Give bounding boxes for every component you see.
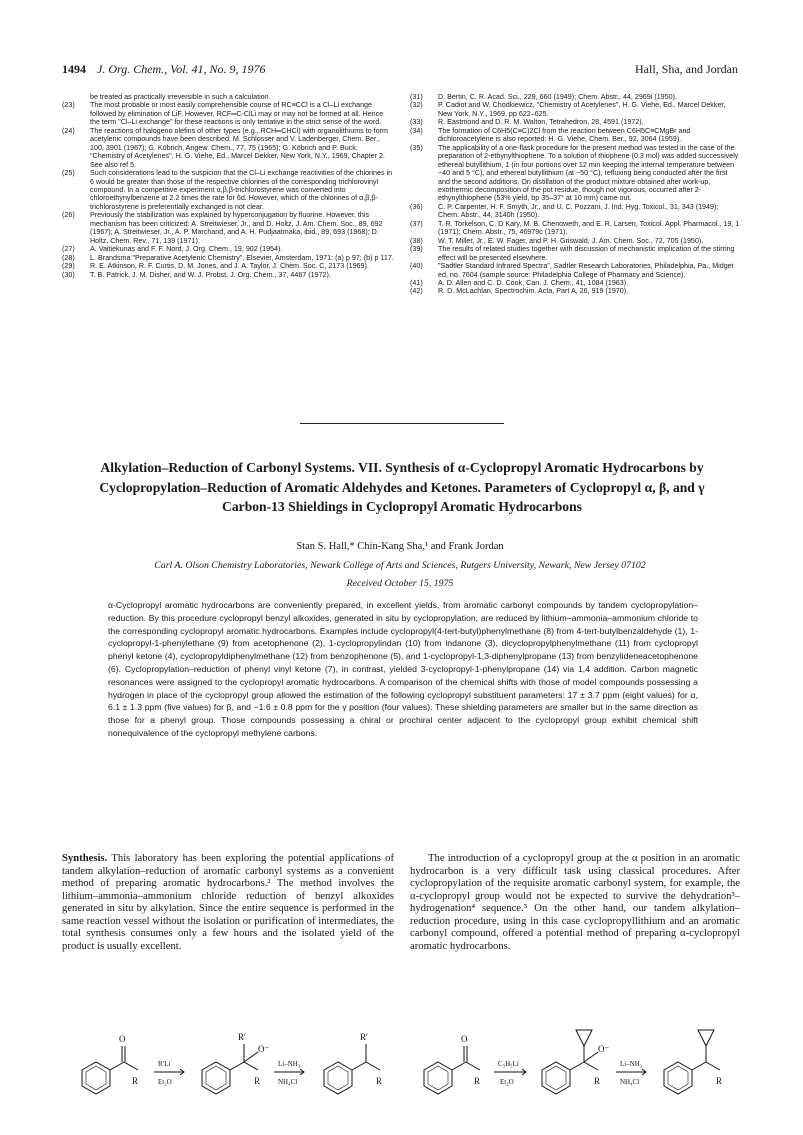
reference-text: R. E. Atkinson, R. F. Curtis, D. M. Jones, and J. A. Taylor, J. Chem. Soc. C, 2173 (1969). — [90, 262, 369, 271]
reference-entry — [410, 144, 740, 203]
body-paragraph: This laboratory has been exploring the potential applications of tandem alkylation–reduction of aromatic carbonyl systems as a convenient method of preparing aromatic hydrocarbons.² The method involves the lithium–ammonia–ammonium chloride reduction of benzyl alkoxides generated in situ by alkylation. Since the entire sequence is performed in the same reaction vessel without the isolation or purification of intermediates, the total synthesis consumes only a few hours and the isolated yield of the product is usually excellent. — [62, 853, 395, 952]
reference-entry — [62, 245, 394, 253]
reference-number: (31) — [410, 93, 423, 101]
section-divider — [300, 423, 504, 424]
reference-entry — [62, 211, 394, 245]
reference-number: (28) — [62, 253, 75, 262]
reaction-scheme-cyclopropyl — [410, 1022, 750, 1112]
reference-text: R. D. McLachlan, Spectrochim. Acta, Part A, 26, 919 (1970). — [438, 287, 629, 296]
reference-number: (26) — [62, 211, 75, 220]
reference-text: T. B. Patrick, J. M. Disher, and W. J. Probst, J. Org. Chem., 37, 4467 (1972). — [90, 270, 331, 279]
svg-text:R′Li: R′Li — [158, 1060, 171, 1068]
reference-number: (39) — [410, 245, 423, 254]
reference-entry — [62, 271, 394, 279]
reference-text: Such considerations lead to the suspicion that the Cl–Li exchange reactivities of the chlorines in 6 would be greater than those of the respective chlorines of the corresponding trichlorovinyl compound. In a competitive experiment α,β,β-trichlorostyrene was converted into chloroethynylbenzene at 2.2 times the rate for 6d. However, which of the chlorines of α,β,β-trichlorostyrene is preferentially exchanged is not clear. — [90, 169, 393, 211]
svg-text:Et₂O: Et₂O — [158, 1078, 172, 1086]
reference-entry — [62, 93, 394, 101]
reference-text: The reactions of halogeno olefins of other types (e.g., RCH═CHCl) with organolithiums to form acetylenic compounds have been described: M. Schlosser and V. Ladenberger, Chem. Ber., 100, 3901 (1967); G. Köbrich, Angew. Chem., 77, 75 (1965); G. Köbrich and P. Buck, "Chemistry of Acetylenes", H. G. Viehe, Ed., Marcel Dekker, New York, N.Y., 1969, Chapter 2. See also ref 5. — [90, 126, 388, 169]
reference-entry — [62, 262, 394, 270]
reference-entry — [410, 101, 740, 118]
svg-text:O: O — [461, 1034, 468, 1044]
reference-text: The most probable or most easily comprehensible course of RC≡CCl is a Cl–Li exchange followed by elimination of LiF. However, RCF═C-ClLi may or may not be formed at all. Hence the term "Cl–Li exchange" for these reactions is only tentative in the strict sense of the word. — [90, 101, 384, 127]
reference-number: (40) — [410, 262, 423, 271]
journal-citation: J. Org. Chem., Vol. 41, No. 9, 1976 — [97, 62, 266, 76]
body-left-column — [62, 853, 394, 953]
body-right-column — [410, 853, 740, 953]
reference-number: (32) — [410, 101, 423, 110]
svg-text:R: R — [376, 1076, 383, 1086]
reference-number: (29) — [62, 262, 75, 271]
reference-entry — [62, 127, 394, 169]
reference-number: (42) — [410, 287, 423, 296]
running-authors: Hall, Sha, and Jordan — [635, 62, 738, 76]
svg-text:R′: R′ — [360, 1032, 368, 1042]
svg-text:C₃H₅Li: C₃H₅Li — [498, 1060, 519, 1068]
svg-text:R: R — [594, 1076, 601, 1086]
reference-number: (38) — [410, 236, 423, 245]
reference-number: (30) — [62, 270, 75, 279]
reference-text: P. Cadiot and W. Chodkiewicz, "Chemistry of Acetylenes", H. G. Viehe, Ed., Marcel Dekker, New York, N.Y., 1969, pp 622–625. — [438, 101, 726, 118]
reference-text: The results of related studies together with discussion of mechanistic implication of the stirring effect will be presented elsewhere. — [438, 245, 735, 262]
reference-text: Previously the stabilization was explained by hyperconjugation by fluorine. However, this mechanism has been criticized: A. Streitwieser, Jr., and D. Holtz, J. Am. Chem. Soc., 89, 692 (1967); A. Streitwieser, Jr., A. P. Marchand, and A. H. Pudjaatmaka, ibid., 89, 693 (1968); D. Holtz, Chem. Rev., 71, 139 (1971). — [90, 211, 383, 245]
carbonyl-oxygen: O — [119, 1034, 126, 1044]
reference-text: W. T. Miller, Jr., E. W. Fager, and P. H. Griswald, J. Am. Chem. Soc., 72, 705 (1950). — [438, 236, 704, 245]
abstract: α-Cyclopropyl aromatic hydrocarbons are conveniently prepared, in excellent yields, from aromatic carbonyl compounds by tandem cyclopropylation–reduction. By this procedure cyclopropyl benzyl alkoxides, generated in situ by cyclopropylation, are reduced by lithium–ammonia–ammonium chloride to the corresponding cyclopropyl aromatic hydrocarbons. Examples include cyclopropyl(4-tert-butyl)phenylmethane (8) from 4-tert-butylbenzaldehyde (1), 1-cyclopropyl-1-phenylethane (9) from acetophenone (2), 1-cyclopropylindan (10) from indanone (3), dicyclopropylphenylmethane (11) from cyclopropyl phenyl ketone (4), cyclopropyldiphenylmethane (12) from benzophenone (5), and 1-cyclopropyl-1,3-diphenylpropane (13) from benzylideneacetophenone (6). Cyclopropylation–reduction of phenyl vinyl ketone (7), in contrast, yielded 3-cyclopropyl-1-phenylpropane (14) via 1,4 addition. Carbon magnetic resonances were assigned to the cyclopropyl aromatic hydrocarbons. A comparison of the chemical shifts with those of model compounds possessing a hydrogen in place of the cyclopropyl group allowed the estimation of the following cyclopropyl substituent parameters: 17 ± 3.7 ppm (eight values) for α, 6.1 ± 1.3 ppm (five values) for β, and −1.6 ± 0.8 ppm for the γ position (four values). These shielding parameters are smaller but in the same direction as those for a phenyl group. Those compounds possessing a chiral or prochiral center adjacent to the cyclopropyl group exhibit chemical shift nonequivalence of the cyclopropyl methylene carbons. — [108, 600, 698, 738]
reference-text: L. Brandsma "Preparative Acetylenic Chemistry", Elsevier, Amsterdam, 1971: (a) p 97; (b) p 117. — [90, 253, 394, 262]
substituent-r: R — [132, 1076, 139, 1086]
references-right-column — [410, 93, 740, 296]
reference-entry — [410, 220, 740, 237]
reference-text: A. D. Allen and C. D. Cook, Can. J. Chem., 41, 1084 (1963). — [438, 278, 629, 287]
reference-text: R. Eastmond and D. R. M. Walton, Tetrahedron, 28, 4591 (1972). — [438, 118, 644, 127]
svg-text:NH₄Cl: NH₄Cl — [278, 1078, 298, 1086]
reference-entry — [410, 127, 740, 144]
svg-text:Et₂O: Et₂O — [500, 1078, 514, 1086]
author-affiliation: Carl A. Olson Chemistry Laboratories, Newark College of Arts and Sciences, Rutgers University, Newark, New Jersey 07102 — [154, 560, 646, 571]
svg-text:R: R — [254, 1076, 261, 1086]
body-paragraph: The introduction of a cyclopropyl group at the α position in an aromatic hydrocarbon is a very difficult task using classical procedures. After cyclopropylation of the requisite aromatic carbonyl system, for example, the α-cyclopropyl group would not be expected to survive the dehydration³–hydrogenation⁴ sequence.⁵ On the other hand, our tandem alkylation–reduction procedure, using in this case cyclopropyllithium and an aromatic carbonyl compound, offered a potential method of preparing α-cyclopropyl aromatic hydrocarbons. — [410, 853, 740, 952]
reference-entry — [410, 279, 740, 287]
reaction-scheme-general — [62, 1022, 402, 1112]
reference-entry — [410, 245, 740, 262]
svg-text:R: R — [716, 1076, 723, 1086]
running-header — [62, 62, 738, 82]
section-heading: Synthesis. — [62, 853, 108, 864]
reference-entry — [410, 203, 740, 220]
reference-entry — [410, 287, 740, 295]
reference-text: The applicability of a one-flask procedure for the present method was tested in the case of the preparation of 2-ethynylthiophene. To a solution of thiophene (0.3 mol) was added successively ethereal butyllithium, 1 (in four portions over 12 min keeping the internal temperature between −40 and 5 °C), and ethereal butyllithium (at −50 °C), refluxing being conducted after the first and the second additions. On distillation of the product mixture obtained after work-up, exothermic decomposition of the pot residue, though not vigorous, occurred after 2-ethynylthiophene (53% yield, bp 35–37° at 10 mm) came out. — [438, 143, 739, 203]
reference-entry — [62, 169, 394, 211]
svg-text:O⁻: O⁻ — [598, 1044, 610, 1054]
svg-text:O⁻: O⁻ — [258, 1044, 270, 1054]
reference-text: be treated as practically irreversible in such a calculation. — [90, 93, 271, 101]
reference-text: T. R. Torkelson, C. D Kary, M. B. Chenoweth, and E. R. Larsen, Toxicol. Appl. Pharmacol., 19, 1 (1971); Chem. Abstr., 75, 46979c (1971). — [438, 219, 740, 237]
article-title: Alkylation–Reduction of Carbonyl Systems. VII. Synthesis of α-Cyclopropyl Aromatic Hydrocarbons by Cyclopropylation–Reduction of Aromatic Aldehydes and Ketones. Parameters of Cyclopropyl α, β, and γ Carbon-13 Shieldings in Cyclopropyl Aromatic Hydrocarbons — [99, 460, 705, 514]
cyclopropyl-ring — [576, 1030, 592, 1046]
reference-number: (34) — [410, 126, 423, 135]
reference-entry — [62, 101, 394, 126]
svg-text:NH₄Cl: NH₄Cl — [620, 1078, 640, 1086]
reference-text: C. P. Carpenter, H. F. Smyth, Jr., and U. C. Pozzani, J. Ind. Hyg. Toxicol., 31, 343 (1949); Chem. Abstr., 44, 3140h (1950). — [438, 202, 719, 220]
reference-number: (35) — [410, 143, 423, 152]
references-left-column — [62, 93, 394, 279]
reference-number: (37) — [410, 219, 423, 228]
reference-entry — [410, 118, 740, 126]
reference-text: "Sadtler Standard Infrared Spectra", Sadtler Research Laboratories, Philadelphia, Pa., Midget ed, no. 7604 (sample source: Philadelphia College of Pharmacy and Science). — [438, 262, 734, 279]
reference-number: (33) — [410, 118, 423, 127]
svg-text:Li–NH₃: Li–NH₃ — [620, 1060, 643, 1068]
reference-number: (36) — [410, 202, 423, 211]
reference-entry — [410, 93, 740, 101]
reference-text: D. Bertin, C. R. Acad. Sci., 229, 660 (1949); Chem. Abstr., 44, 2969i (1950). — [438, 93, 677, 101]
reference-number: (41) — [410, 278, 423, 287]
reference-entry — [410, 237, 740, 245]
reference-number: (25) — [62, 169, 75, 178]
received-date: Received October 15, 1975 — [346, 578, 454, 589]
reference-text: A. Vaitiekunas and F. F. Nord, J. Org. Chem., 19, 902 (1954). — [90, 245, 283, 254]
reference-entry — [62, 254, 394, 262]
reference-number: (24) — [62, 126, 75, 135]
reference-entry — [410, 262, 740, 279]
reference-text: The formation of C6H5(C≡C)2Cl from the reaction between C6H5C≡CMgBr and dichloroacetylene is also reported: H. G. Viehe, Chem. Ber., 92, 3064 (1959). — [438, 126, 691, 144]
svg-text:R′: R′ — [238, 1032, 246, 1042]
reference-number: (23) — [62, 101, 75, 110]
page-number: 1494 — [62, 62, 86, 76]
svg-text:R: R — [474, 1076, 481, 1086]
svg-text:Li–NH₃: Li–NH₃ — [278, 1060, 301, 1068]
article-authors: Stan S. Hall,* Chin-Kang Sha,¹ and Frank Jordan — [296, 541, 504, 552]
reference-number: (27) — [62, 245, 75, 254]
